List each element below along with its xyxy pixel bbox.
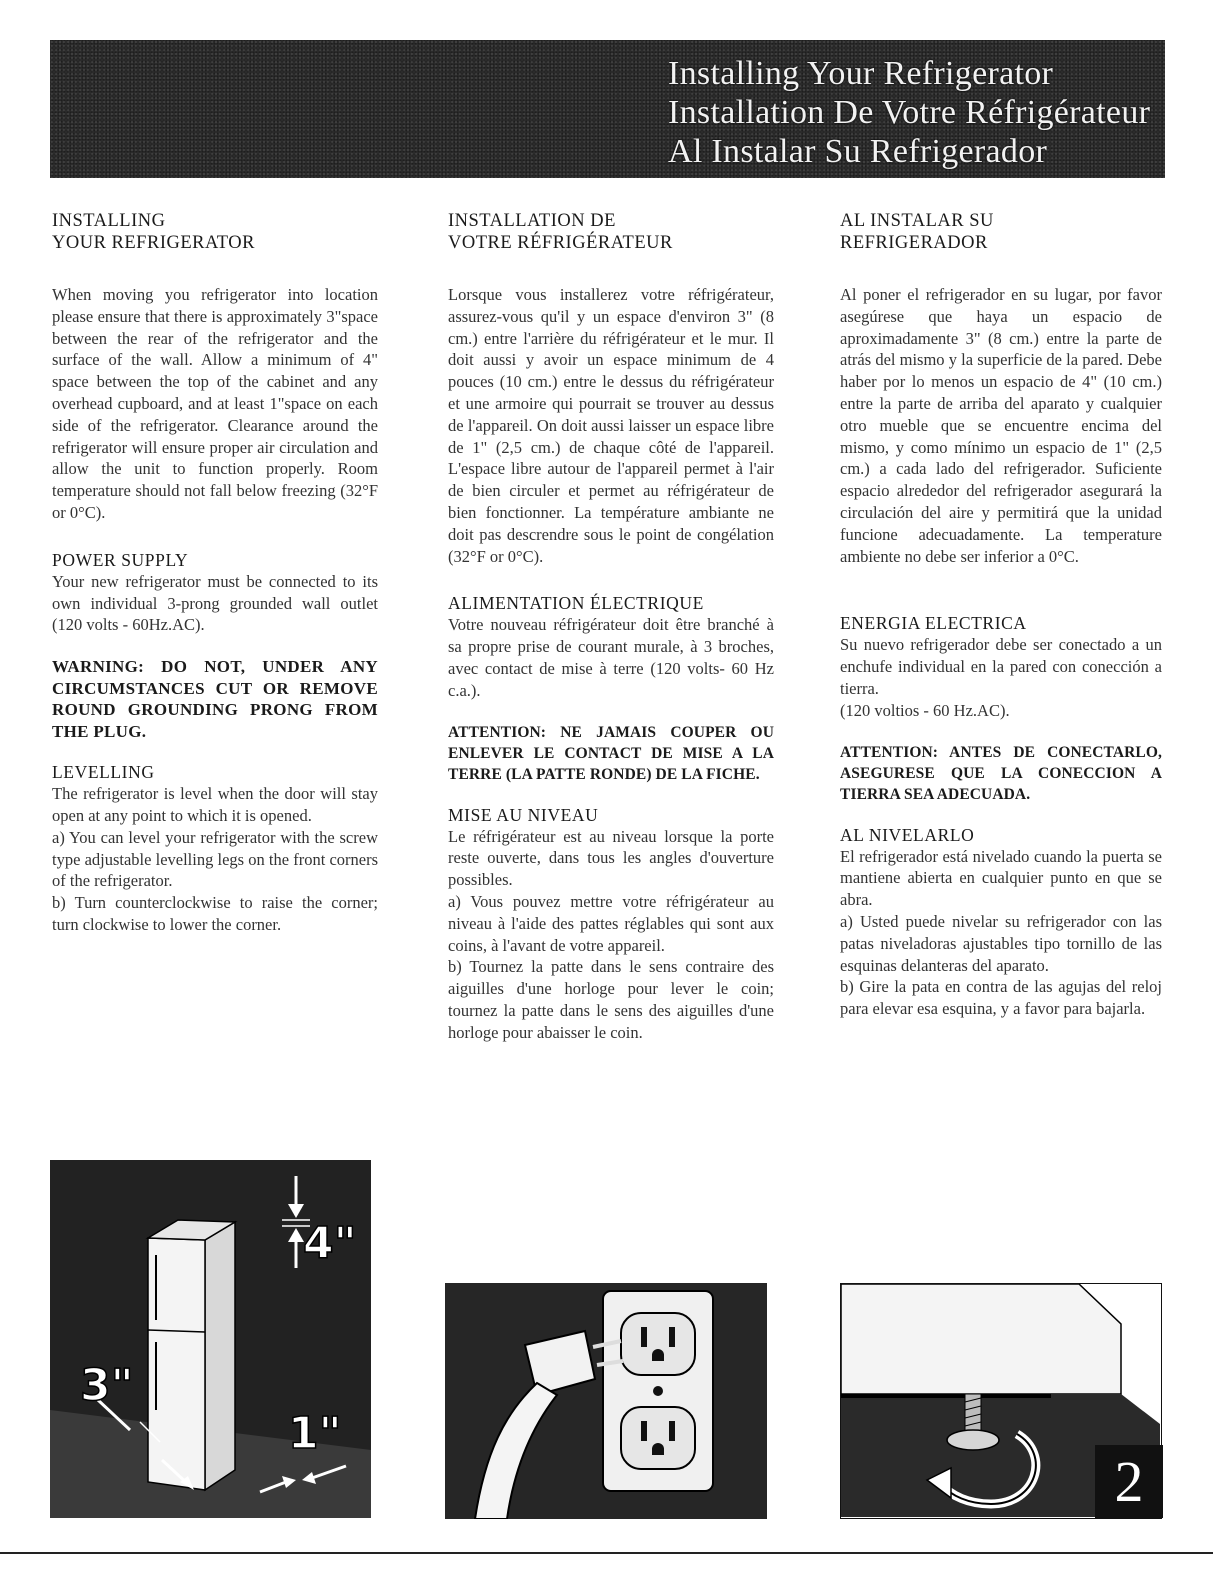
header-banner bbox=[50, 40, 1165, 178]
spanish-power-heading: ENERGIA ELECTRICA bbox=[840, 613, 1027, 634]
french-power-heading: ALIMENTATION ÉLECTRIQUE bbox=[448, 593, 704, 614]
spanish-power-text2: (120 voltios - 60 Hz.AC). bbox=[840, 700, 1010, 720]
french-level-text: Le réfrigérateur est au niveau lorsque la porte reste ouverte, dans tous les angles d'ouverture possibles. bbox=[448, 826, 774, 890]
french-power-text: Votre nouveau réfrigérateur doit être branché à sa propre prise de courant murale, à 3 broches, avec contact de mise à terre (120 volts- 60 Hz c.a.). bbox=[448, 615, 774, 700]
label-clearance-top: 4" bbox=[303, 1218, 357, 1269]
spanish-heading-line1: AL INSTALAR SU bbox=[840, 211, 994, 231]
spanish-heading-line2: REFRIGERADOR bbox=[840, 233, 988, 253]
french-heading-line2: VOTRE RÉFRIGÉRATEUR bbox=[448, 233, 673, 253]
english-power-heading: POWER SUPPLY bbox=[52, 549, 189, 570]
spanish-level-heading: AL NIVELARLO bbox=[840, 824, 975, 845]
french-level-heading: MISE AU NIVEAU bbox=[448, 804, 599, 825]
fridge-side bbox=[205, 1222, 235, 1490]
banner-titles bbox=[668, 54, 1150, 171]
fridge-clearance-svg bbox=[50, 1160, 371, 1518]
spanish-intro: Al poner el refrigerador en su lugar, por favor asegúrese que haya un espacio de aproximadamente 3" (8 cm.) entre la parte de atrás del mismo y la superficie de la pared. Debe haber por lo menos un espacio de 4" (10 cm.) entre la parte de arriba del aparato y cualquier otro mueble que se encuentre encima del mismo, y como mínimo un espacio de 1" (2,5 cm.) a cada lado del refrigerador. Suficiente espacio alrededor del refrigerador asegurará la circulación del aire y permitirá que la unidad funcione adecuadamente. La temperature ambiente no debe ser inferior a 0°C. bbox=[840, 285, 1162, 566]
french-intro: Lorsque vous installerez votre réfrigérateur, assurez-vous qu'il y un espace d'environ 3" (8 cm.) entre l'arrière du réfrigérateur et le mur. Il doit aussi y avoir un espace minimum de 4 pouces (10 cm.) entre le dessus du réfrigérateur et une armoire qui pourrait se trouver au dessus de l'appareil. On doit aussi laisser un espace libre de 1" (2,5 cm.) de chaque côté de l'appareil. L'espace libre autour de l'appareil permet à l'air de bien circuler et permet au réfrigérateur de bien fonctionner. La température ambiante ne doit pas descrendre sous le point de congélation (32°F or 0°C). bbox=[448, 285, 774, 566]
spanish-warning: ATTENTION: ANTES DE CONECTARLO, ASEGURESE QUE LA CONECCION A TIERRA SEA ADECUADA. bbox=[840, 743, 1162, 803]
lower-receptacle bbox=[621, 1407, 695, 1469]
title-french: Installation De Votre Réfrigérateur bbox=[668, 94, 1151, 131]
page-number: 2 bbox=[1095, 1445, 1163, 1518]
french-heading-line1: INSTALLATION DE bbox=[448, 211, 616, 231]
english-level-b: b) Turn counterclockwise to raise the corner; turn clockwise to lower the corner. bbox=[52, 893, 378, 934]
english-heading-line2: YOUR REFRIGERATOR bbox=[52, 233, 255, 253]
fridge-clearance-illustration bbox=[50, 1160, 371, 1518]
upper-receptacle bbox=[621, 1313, 695, 1375]
english-level-heading: LEVELLING bbox=[52, 762, 155, 783]
english-power-text: Your new refrigerator must be connected to its own individual 3-prong grounded wall outlet (120 volts - 60Hz.AC). bbox=[52, 571, 378, 635]
spanish-level-b: b) Gire la pata en contra de las agujas del reloj para elevar esa esquina, y a favor para bajarla. bbox=[840, 977, 1162, 1019]
french-column bbox=[448, 210, 774, 1044]
english-level-text: The refrigerator is level when the door will stay open at any point to which it is opened. bbox=[52, 784, 378, 825]
grounded-outlet-illustration bbox=[445, 1283, 767, 1519]
english-level-a: a) You can level your refrigerator with the screw type adjustable levelling legs on the front corners of the refrigerator. bbox=[52, 827, 378, 891]
spanish-level-a: a) Usted puede nivelar su refrigerador con las patas niveladoras ajustables tipo tornillo de las esquinas delanteras del aparato. bbox=[840, 911, 1162, 975]
bottom-rule bbox=[0, 1552, 1213, 1554]
english-warning: WARNING: DO NOT, UNDER ANY CIRCUMSTANCES CUT OR REMOVE ROUND GROUNDING PRONG FROM THE PLUG. bbox=[52, 657, 378, 741]
label-clearance-side: 1" bbox=[288, 1408, 342, 1459]
spanish-level-text: El refrigerador está nivelado cuando la puerta se mantiene abierta en cualquier punto en que se abra. bbox=[840, 846, 1162, 910]
spanish-column bbox=[840, 210, 1162, 1020]
label-clearance-back: 3" bbox=[80, 1360, 134, 1411]
english-intro: When moving you refrigerator into location please ensure that there is approximately 3"space between the rear of the refrigerator and the surface of the wall. Allow a minimum of 4" space between the top of the cabinet and any overhead cupboard, and at least 1"space on each side of the refrigerator. Clearance around the refrigerator will ensure proper air circulation and allow the unit to function properly. Room temperature should not fall below freezing (32°F or 0°C). bbox=[52, 285, 378, 522]
french-level-b: b) Tournez la patte dans le sens contraire des aiguilles d'une horloge pour lever le coin; tournez la patte dans le sens des aiguilles d'une horloge pour abaisser le coin. bbox=[448, 957, 774, 1042]
title-spanish: Al Instalar Su Refrigerador bbox=[668, 133, 1048, 170]
english-heading-line1: INSTALLING bbox=[52, 211, 166, 231]
leveling-foot bbox=[947, 1430, 999, 1450]
english-column bbox=[52, 210, 378, 936]
title-english: Installing Your Refrigerator bbox=[668, 55, 1054, 92]
french-warning: ATTENTION: NE JAMAIS COUPER OU ENLEVER LE CONTACT DE MISE A LA TERRE (LA PATTE RONDE) DE LA FICHE. bbox=[448, 723, 774, 783]
french-level-a: a) Vous pouvez mettre votre réfrigérateur au niveau à l'aide des pattes réglables qui sont aux coins, à l'avant de votre appareil. bbox=[448, 891, 774, 955]
outlet-svg bbox=[445, 1283, 767, 1519]
spanish-power-text: Su nuevo refrigerador debe ser conectado a un enchufe individual en la pared con conección a tierra. bbox=[840, 635, 1162, 698]
